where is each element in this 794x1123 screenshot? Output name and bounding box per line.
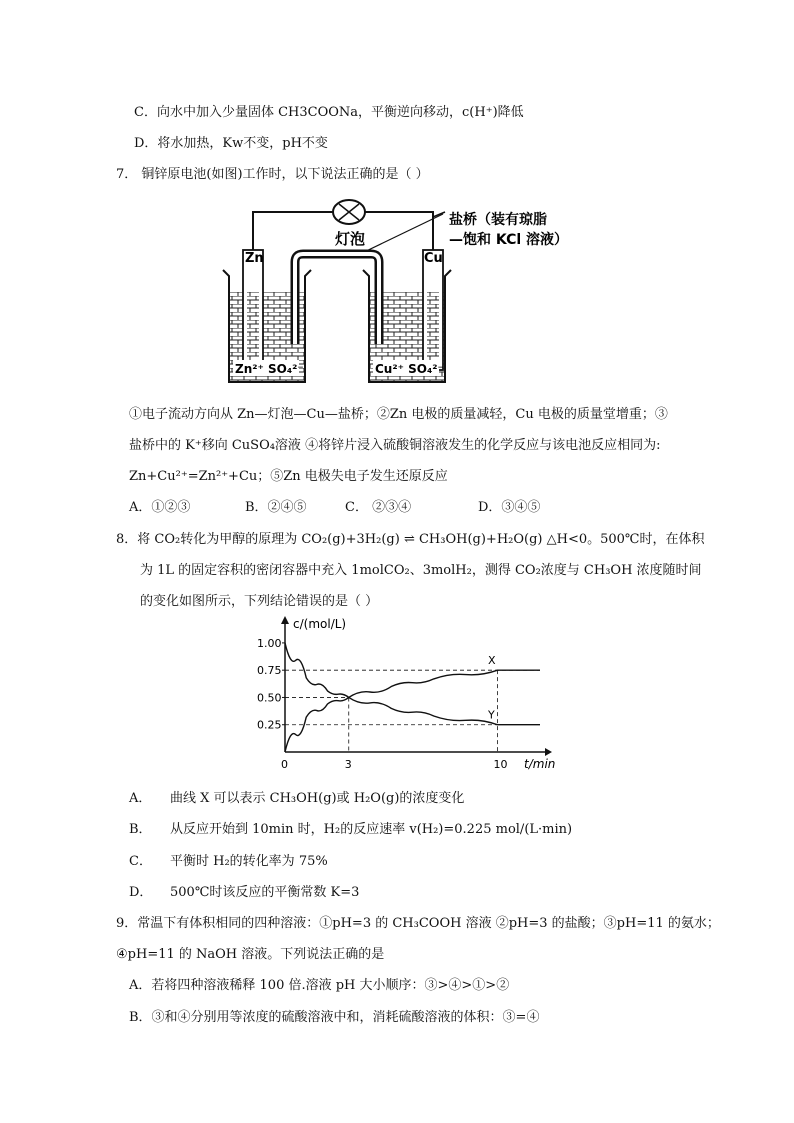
series-X-line [285, 670, 540, 752]
bulb-label: 灯泡 [335, 230, 366, 248]
series-Y-label: Y [488, 708, 495, 722]
q7-option-a: A．①②③ [129, 500, 191, 515]
q8-option-d: 500℃时该反应的平衡常数 K=3 [170, 885, 360, 900]
series-Y-line [285, 643, 540, 725]
galvanic-cell-figure [205, 192, 585, 392]
right-solution-label: Cu²⁺ SO₄²⁻ [375, 362, 444, 376]
q9-stem-2: ④pH=11 的 NaOH 溶液。下列说法正确的是 [116, 947, 385, 962]
y-tick-label: 1.00 [257, 636, 282, 650]
q7-option-c: C． ②③④ [345, 500, 412, 515]
q7-statement-2: 盐桥中的 K⁺移向 CuSO₄溶液 ④将锌片浸入硫酸铜溶液发生的化学反应与该电池反应相同为: [129, 438, 661, 453]
q8-option-b-letter: B． [129, 822, 152, 837]
x-axis-label: t/min [524, 757, 556, 771]
q8-option-a: 曲线 X 可以表示 CH₃OH(g)或 H₂O(g)的浓度变化 [170, 791, 465, 806]
q8-stem-3: 的变化如图所示，下列结论错误的是（ ） [140, 594, 379, 609]
bulb-icon [333, 200, 365, 224]
q8-stem-2: 为 1L 的固定容积的密闭容器中充入 1molCO₂、3molH₂，测得 CO₂浓度与 CH₃OH 浓度随时间 [140, 563, 702, 578]
y-tick-label: 0.25 [257, 718, 282, 732]
y-tick-label: 0.75 [257, 664, 282, 678]
left-solution-label: Zn²⁺ SO₄²⁻ [235, 362, 304, 376]
x-tick-label: 10 [493, 758, 508, 771]
concentration-chart [250, 612, 556, 780]
y-tick-label: 0.50 [257, 691, 282, 705]
q7-stem: 7． 铜锌原电池(如图)工作时，以下说法正确的是（ ） [116, 167, 429, 182]
q8-option-d-letter: D． [129, 885, 153, 900]
salt-bridge-label-2: —饱和 KCl 溶液） [449, 232, 569, 248]
q7-statement-1: ①电子流动方向从 Zn—灯泡—Cu—盐桥；②Zn 电极的质量减轻，Cu 电极的质量堂增重；③ [129, 407, 668, 422]
x-axis-arrow [545, 748, 552, 756]
q9-stem-1: 9．常温下有体积相同的四种溶液：①pH=3 的 CH₃COOH 溶液 ②pH=3 的盐酸；③pH=11 的氨水； [116, 916, 720, 931]
y-axis-label: c/(mol/L) [293, 617, 347, 631]
q6-option-d: D．将水加热，Kw不变，pH不变 [134, 136, 328, 151]
zn-label: Zn [245, 251, 264, 266]
q9-option-a: A．若将四种溶液稀释 100 倍.溶液 pH 大小顺序：③>④>①>② [129, 978, 510, 993]
q8-option-c: 平衡时 H₂的转化率为 75% [170, 854, 328, 869]
q8-option-c-letter: C． [129, 854, 152, 869]
cu-label: Cu [424, 251, 443, 266]
q7-statement-3: Zn+Cu²⁺=Zn²⁺+Cu；⑤Zn 电极失电子发生还原反应 [129, 469, 448, 484]
y-axis-arrow [281, 616, 289, 624]
q8-option-b: 从反应开始到 10min 时，H₂的反应速率 v(H₂)=0.225 mol/(L·min) [170, 822, 573, 837]
q8-option-a-letter: A． [129, 791, 152, 806]
salt-bridge-label-1: 盐桥（装有琼脂 [449, 212, 547, 228]
q7-option-d: D．③④⑤ [478, 500, 541, 515]
q8-stem-1: 8．将 CO₂转化为甲醇的原理为 CO₂(g)+3H₂(g) ⇌ CH₃OH(g)+H₂O(g) △H<0。500℃时，在体积 [116, 532, 705, 547]
x-tick-label: 0 [281, 758, 288, 771]
q7-option-b: B．②④⑤ [245, 500, 307, 515]
q6-option-c: C．向水中加入少量固体 CH3COONa，平衡逆向移动，c(H⁺)降低 [134, 105, 524, 120]
q9-option-b: B．③和④分别用等浓度的硫酸溶液中和，消耗硫酸溶液的体积：③=④ [129, 1010, 540, 1025]
x-tick-label: 3 [344, 758, 352, 771]
series-X-label: X [488, 654, 496, 668]
